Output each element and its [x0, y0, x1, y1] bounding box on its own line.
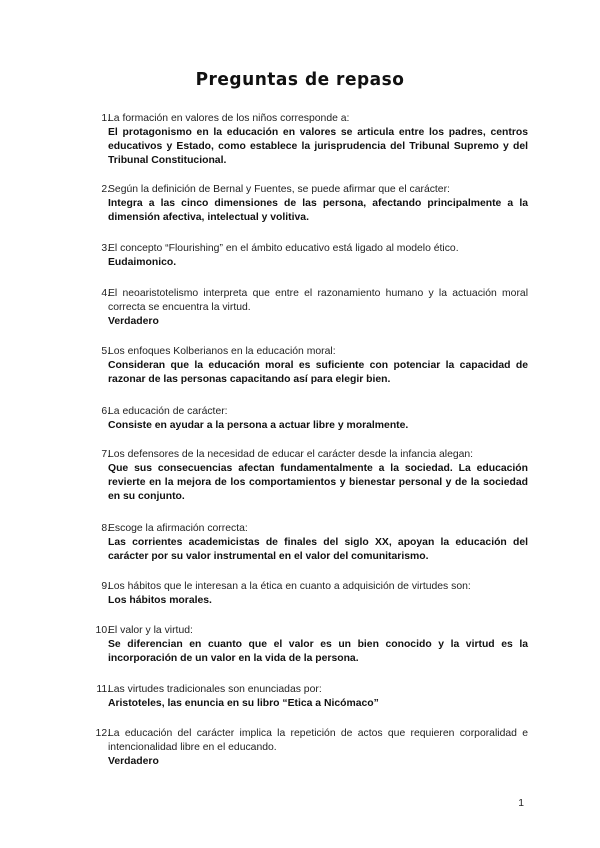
- answer-text: Consideran que la educación moral es suficiente con potenciar la capacidad de razonar de las personas capacitando así para elegir bien.: [108, 360, 528, 385]
- question-text: Los enfoques Kolberianos en la educación moral:: [108, 346, 336, 357]
- question-text: Según la definición de Bernal y Fuentes, se puede afirmar que el carácter:: [108, 184, 450, 195]
- question-text: La educación de carácter:: [108, 406, 228, 417]
- answer-text: Verdadero: [108, 316, 159, 327]
- question-text: Escoge la afirmación correcta:: [108, 523, 248, 534]
- question-number: 12.: [95, 728, 110, 739]
- answer-text: Se diferencian en cuanto que el valor es un bien conocido y la virtud es la incorporación de un valor en la vida de la persona.: [108, 639, 528, 664]
- question-text: El neoaristotelismo interpreta que entre el razonamiento humano y la actuación moral correcta se encuentra la virtud.: [108, 288, 528, 313]
- answer-text: Aristoteles, las enuncia en su libro “Etica a Nicómaco”: [108, 698, 379, 709]
- answer-text: Los hábitos morales.: [108, 595, 212, 606]
- answer-text: Las corrientes academicistas de finales del siglo XX, apoyan la educación del carácter por su valor instrumental en el valor del comunitarismo.: [108, 537, 528, 562]
- question-text: Los defensores de la necesidad de educar el carácter desde la infancia alegan:: [108, 449, 474, 460]
- question-text: La formación en valores de los niños corresponde a:: [108, 113, 350, 124]
- question-number: 6.: [101, 406, 110, 417]
- question-text: Las virtudes tradicionales son enunciadas por:: [108, 684, 322, 695]
- question-text: El valor y la virtud:: [108, 625, 193, 636]
- answer-text: El protagonismo en la educación en valores se articula entre los padres, centros educativos y Estado, como establece la jurisprudencia del Tribunal Supremo y del Tribunal Constitucional.: [108, 127, 528, 166]
- answer-text: Que sus consecuencias afectan fundamentalmente a la sociedad. La educación revierte en la mejora de los comportamientos y bienestar personal y de la sociedad en su conjunto.: [108, 463, 528, 502]
- question-number: 9.: [101, 581, 110, 592]
- question-number: 5.: [101, 346, 110, 357]
- answer-text: Eudaimonico.: [108, 257, 177, 268]
- question-number: 4.: [101, 288, 110, 299]
- question-number: 2.: [101, 184, 110, 195]
- page-title: Preguntas de repaso: [195, 69, 405, 91]
- question-number: 3.: [101, 243, 110, 254]
- answer-text: Integra a las cinco dimensiones de las persona, afectando principalmente a la dimensión afectiva, intelectual y volitiva.: [108, 198, 528, 223]
- question-number: 10.: [95, 625, 110, 636]
- question-text: La educación del carácter implica la repetición de actos que requieren corporalidad e intencionalidad libre en el educando.: [108, 728, 528, 753]
- question-text: Los hábitos que le interesan a la ética en cuanto a adquisición de virtudes son:: [108, 581, 471, 592]
- question-number: 1.: [101, 113, 110, 124]
- answer-text: Consiste en ayudar a la persona a actuar libre y moralmente.: [108, 420, 409, 431]
- question-number: 8.: [101, 523, 110, 534]
- question-number: 11.: [96, 684, 110, 695]
- answer-text: Verdadero: [108, 756, 159, 767]
- question-number: 7.: [101, 449, 110, 460]
- question-text: El concepto “Flourishing” en el ámbito educativo está ligado al modelo ético.: [108, 243, 459, 254]
- page-number: 1: [518, 798, 524, 809]
